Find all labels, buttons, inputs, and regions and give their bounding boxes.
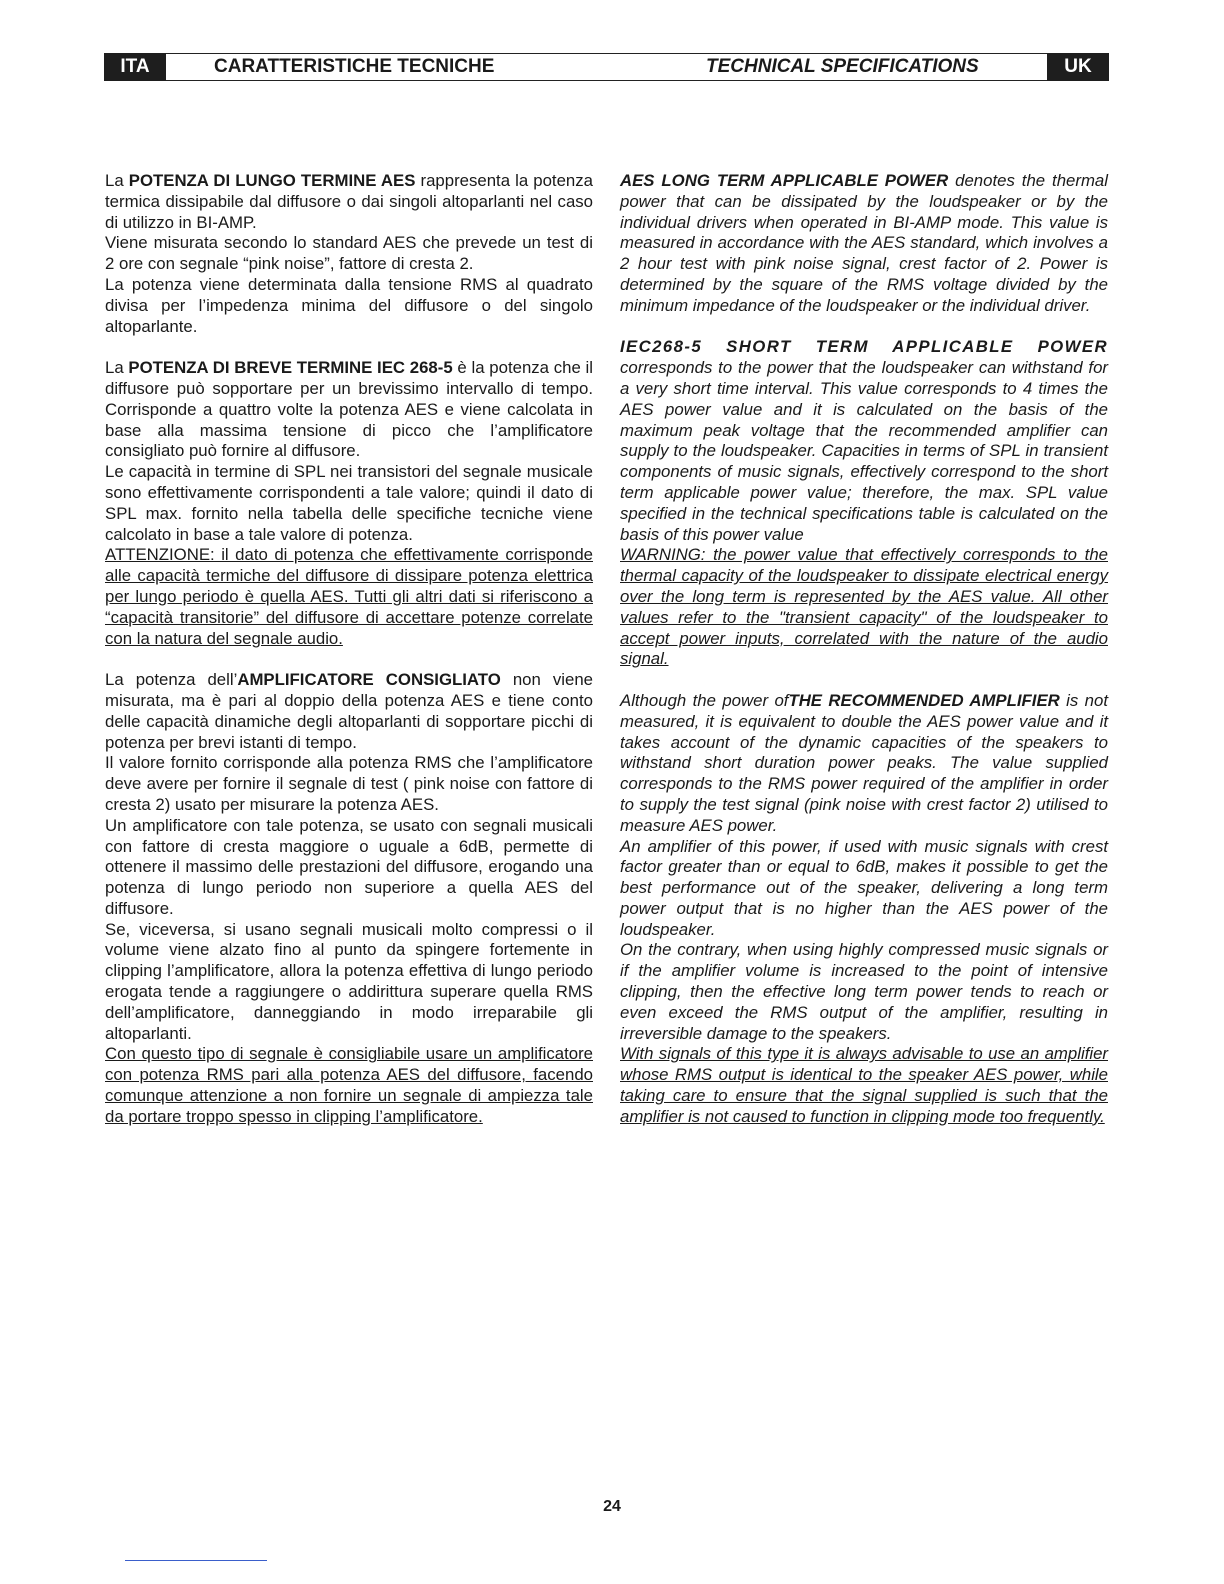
term-iec-power-ita: POTENZA DI BREVE TERMINE IEC 268-5: [128, 358, 453, 378]
warning-paragraph-ita: ATTENZIONE: il dato di potenza che effettivamente corrisponde alle capacità termiche del diffusore di dissipare potenza elettrica per lungo periodo è quella AES. Tutti gli altri dati si riferiscono a “capacità transitorie” del diffusore di accettare potenze correlate con la natura del segnale audio.: [105, 545, 593, 648]
paragraph-amplifier-ita: La potenza dell’AMPLIFICATORE CONSIGLIATO non viene misurata, ma è pari al doppio della potenza AES e tiene conto delle capacità dinamiche degli altoparlanti di sopportare picchi di potenza per brevi istanti di tempo.: [105, 670, 593, 752]
term-iec-power-uk: IEC268-5 SHORT TERM APPLICABLE POWER: [620, 337, 1108, 357]
term-amplifier-ita: AMPLIFICATORE CONSIGLIATO: [237, 670, 501, 690]
paragraph-text: Se, viceversa, si usano segnali musicali molto compressi o il volume viene alzato fino al punto da spingere fortemente in clipping l’amplificatore, allora la potenza effettiva di lungo periodo erogata tende a raggiungere o addirittura superare quella RMS dell’amplificatore, danneggiando in modo irreparabile gli altoparlanti.: [105, 919, 593, 1043]
paragraph-text: On the contrary, when using highly compressed music signals or if the amplifier volume is increased to the point of intensive clipping, then the effective long term power tends to reach or even exceed the RMS output of the amplifier, resulting in irreversible damage to the speakers.: [620, 940, 1108, 1043]
term-aes-power-uk: AES LONG TERM APPLICABLE POWER: [620, 171, 949, 190]
paragraph-text: Le capacità in termine di SPL nei transistori del segnale musicale sono effettivamente corrispondenti a tale valore; quindi il dato di SPL max. fornito nella tabella delle specifiche tecniche viene calcolato in base a tale valore di potenza.: [105, 462, 593, 544]
term-amplifier-uk: THE RECOMMENDED AMPLIFIER: [788, 690, 1060, 710]
page-header: [104, 53, 1109, 81]
paragraph-text: An amplifier of this power, if used with music signals with crest factor greater than or equal to 6dB, makes it possible to get the best performance out of the speaker, delivering a long term power output that is no higher than the AES power of the loudspeaker.: [620, 836, 1108, 939]
term-aes-power-ita: POTENZA DI LUNGO TERMINE AES: [128, 171, 416, 190]
footnote-divider: [125, 1560, 267, 1561]
warning-paragraph-uk: WARNING: the power value that effectively corresponds to the thermal capacity of the loudspeaker to dissipate electrical energy over the long term is represented by the AES value. All other values refer to the "transient capacity" of the loudspeaker to accept power inputs, correlated with the nature of the audio signal.: [620, 545, 1108, 669]
paragraph-text: Viene misurata secondo lo standard AES che prevede un test di 2 ore con segnale “pink noise”, fattore di cresta 2.: [105, 233, 593, 274]
english-column: [620, 171, 1108, 1128]
page-number: 24: [603, 1498, 621, 1515]
header-title-ita: CARATTERISTICHE TECNICHE: [214, 56, 495, 77]
paragraph-text: Un amplificatore con tale potenza, se usato con segnali musicali con fattore di cresta maggiore o uguale a 6dB, permette di ottenere il massimo delle prestazioni del diffusore, erogando una potenza di lungo periodo non superiore a quella AES del diffusore.: [105, 815, 593, 918]
paragraph-iec-power-ita: La POTENZA DI BREVE TERMINE IEC 268-5 è la potenza che il diffusore può sopportare per un brevissimo intervallo di tempo. Corrisponde a quattro volte la potenza AES e viene calcolata in base alla massima tensione di picco che l’amplificatore consigliato può fornire al diffusore.: [105, 358, 593, 461]
italian-column: [105, 171, 593, 1128]
paragraph-amplifier-uk: Although the power ofTHE RECOMMENDED AMPLIFIER is not measured, it is equivalent to double the AES power value and it takes account of the dynamic capacities of the speakers to withstand short duration power peaks. The value supplied corresponds to the RMS power required of the amplifier in order to supply the test signal (pink noise with crest factor 2) utilised to measure AES power.: [620, 690, 1108, 835]
paragraph-aes-power-uk: AES LONG TERM APPLICABLE POWER denotes the thermal power that can be dissipated by the loudspeaker or by the individual drivers when operated in BI-AMP mode. This value is measured in accordance with the AES standard, which involves a 2 hour test with pink noise signal, crest factor of 2. Power is determined by the square of the RMS voltage divided by the minimum impedance of the loudspeaker or the individual driver.: [620, 171, 1108, 315]
advice-paragraph-ita: Con questo tipo di segnale è consigliabile usare un amplificatore con potenza RMS pari alla potenza AES del diffusore, facendo comunque attenzione a non fornire un segnale di ampiezza tale da portare troppo spesso in clipping l’amplificatore.: [105, 1044, 593, 1126]
language-tag-ita: ITA: [104, 53, 166, 81]
header-title-uk: TECHNICAL SPECIFICATIONS: [706, 56, 979, 77]
language-tag-uk: UK: [1047, 53, 1109, 81]
paragraph-aes-power-ita: La POTENZA DI LUNGO TERMINE AES rappresenta la potenza termica dissipabile dal diffusore o dai singoli altoparlanti nel caso di utilizzo in BI-AMP.: [105, 171, 593, 232]
advice-paragraph-uk: With signals of this type it is always advisable to use an amplifier whose RMS output is identical to the speaker AES power, while taking care to ensure that the signal supplied is such that the amplifier is not caused to function in clipping mode too frequently.: [620, 1044, 1108, 1126]
paragraph-iec-power-uk: IEC268-5 SHORT TERM APPLICABLE POWER corresponds to the power that the loudspeaker can withstand for a very short time interval. This value corresponds to 4 times the AES power value and it is calculated on the basis of the maximum peak voltage that the recommended amplifier can supply to the loudspeaker. Capacities in terms of SPL in transient components of music signals, effectively correspond to the short term applicable power value; therefore, the max. SPL value specified in the technical specifications table is calculated on the basis of this power value: [620, 337, 1108, 544]
paragraph-text: Il valore fornito corrisponde alla potenza RMS che l’amplificatore deve avere per fornire il segnale di test ( pink noise con fattore di cresta 2) usato per misurare la potenza AES.: [105, 753, 593, 814]
paragraph-text: La potenza viene determinata dalla tensione RMS al quadrato divisa per l’impedenza minima del diffusore o del singolo altoparlante.: [105, 274, 593, 336]
